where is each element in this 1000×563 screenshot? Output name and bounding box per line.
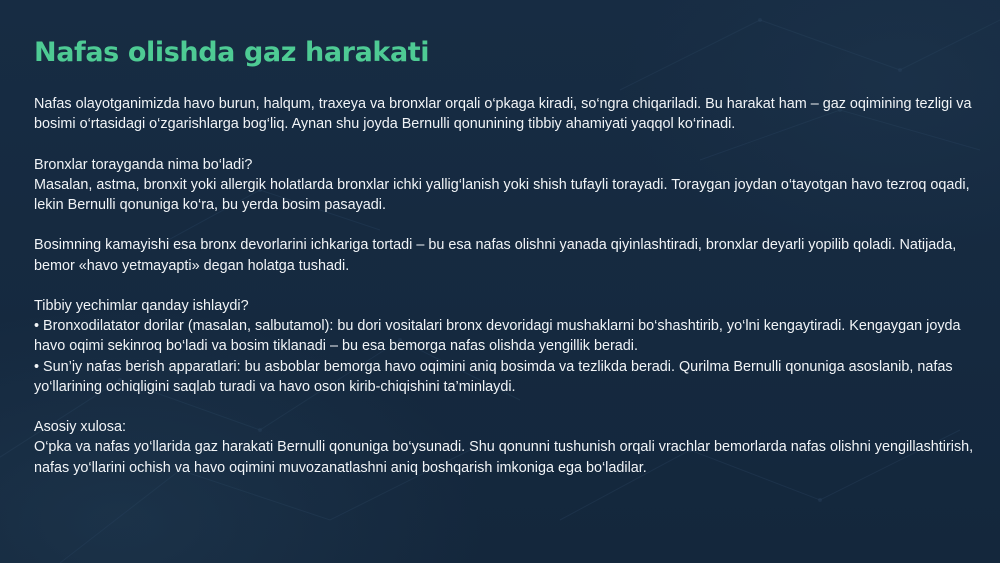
paragraph-intro: Nafas olayotganimizda havo burun, halqum, traxeya va bronxlar orqali o‘pkaga kiradi, so‘ngra chiqariladi. Bu harakat ham – gaz oqimining tezligi va bosimi o‘rtasidagi o‘zgarishlarga bog‘liq. Aynan shu joyda Bernulli qonunining tibbiy ahamiyati yaqqol ko‘rinadi. — [34, 96, 972, 133]
paragraph-pressure-drop: Bosimning kamayishi esa bronx devorlarini ichkariga tortadi – bu esa nafas olishni yanada qiyinlashtiradi, bronxlar deyarli yopilib qoladi. Natijada, bemor «havo yetmayapti» degan holatga tushadi. — [34, 237, 957, 274]
paragraph-conclusion: Asosiy xulosa: O‘pka va nafas yo‘llarida gaz harakati Bernulli qonuniga bo‘ysunadi. Shu qonunni tushunish orqali vrachlar bemorlarda nafas olishni yengillashtirish, nafas yo‘llarini ochish va havo oqimini muvozanatlashni aniq boshqarish imkoniga ega bo‘ladilar. — [34, 419, 974, 476]
paragraph-bronchi-narrowing: Bronxlar torayganda nima bo‘ladi? Masalan, astma, bronxit yoki allergik holatlarda bronxlar ichki yallig‘lanish yoki shish tufayli torayadi. Toraygan joydan o‘tayotgan havo tezroq oqadi, lekin Bernulli qonuniga ko‘ra, bu yerda bosim pasayadi. — [34, 156, 970, 213]
slide-title: Nafas olishda gaz harakati — [34, 37, 430, 68]
slide-body — [34, 94, 974, 478]
paragraph-medical-solutions: Tibbiy yechimlar qanday ishlaydi? • Bronxodilatator dorilar (masalan, salbutamol): bu dori vositalari bronx devoridagi mushaklarni bo‘shashtirib, yo‘lni kengaytiradi. Kengaygan joyda havo oqimi sekinroq bo‘ladi va bosim tiklanadi – bu esa bemorga nafas olishda yengillik beradi. • Sun’iy nafas berish apparatlari: bu asboblar bemorga havo oqimini aniq bosimda va tezlikda beradi. Qurilma Bernulli qonuniga asoslanib, nafas yo‘llarining ochiqligini saqlab turadi va havo oson kirib-chiqishini ta’minlaydi. — [34, 297, 961, 395]
